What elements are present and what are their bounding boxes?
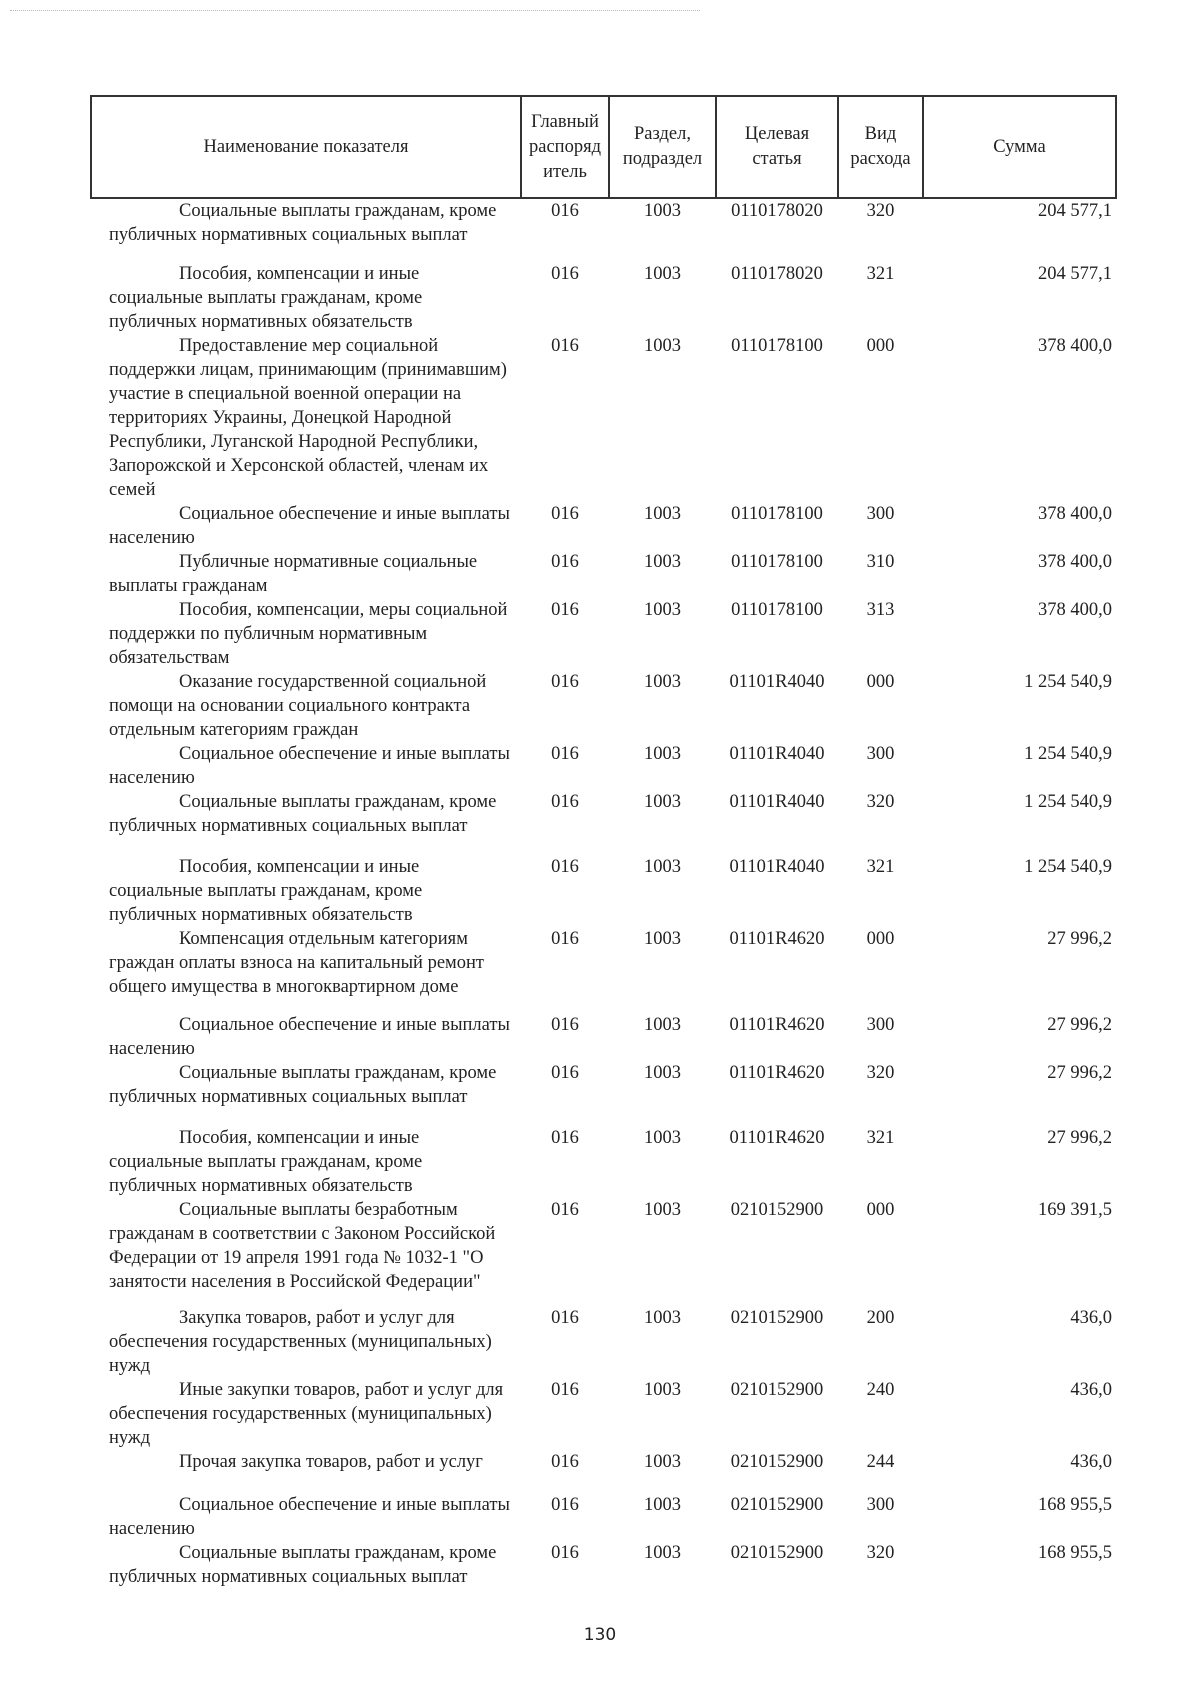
row-sum: 378 400,0 [1038, 336, 1112, 356]
row-name: Пособия, компенсации, меры социальной поддержки по публичным нормативным обязательствам [109, 600, 508, 668]
row-target: 01101R4040 [729, 792, 825, 812]
row-name: Социальное обеспечение и иные выплаты населению [109, 504, 510, 548]
table-row [91, 742, 1116, 790]
row-kind: 320 [866, 1543, 895, 1563]
header-chief: Главный распоряд итель [521, 96, 609, 198]
row-sum: 169 391,5 [1038, 1200, 1112, 1220]
row-name: Компенсация отдельным категориям граждан оплаты взноса на капитальный ремонт общего имущества в многоквартирном доме [109, 929, 484, 997]
table-row [91, 1126, 1116, 1198]
row-name: Оказание государственной социальной помощи на основании социального контракта отдельным категориям граждан [109, 672, 487, 740]
row-chief: 016 [551, 336, 579, 356]
row-name: Прочая закупка товаров, работ и услуг [179, 1452, 483, 1472]
row-sum: 27 996,2 [1047, 1063, 1112, 1083]
table-row [91, 927, 1116, 1013]
header-sum: Сумма [923, 96, 1116, 198]
row-kind: 313 [866, 600, 895, 620]
table-row [91, 502, 1116, 550]
row-sum: 1 254 540,9 [1024, 672, 1112, 692]
row-target: 01101R4040 [729, 672, 825, 692]
row-chief: 016 [551, 1128, 579, 1148]
row-target: 0210152900 [730, 1452, 824, 1472]
row-kind: 200 [866, 1308, 895, 1328]
row-target: 01101R4620 [729, 1128, 825, 1148]
table-header-row [91, 96, 1116, 198]
row-name: Закупка товаров, работ и услуг для обеспечения государственных (муниципальных) нужд [109, 1308, 492, 1376]
table-row [91, 550, 1116, 598]
row-target: 0110178100 [731, 336, 823, 356]
row-kind: 310 [866, 552, 895, 572]
row-kind: 320 [866, 792, 895, 812]
row-target: 0110178020 [731, 201, 823, 221]
table-row [91, 1493, 1116, 1541]
row-section: 1003 [644, 336, 681, 356]
table-row [91, 1013, 1116, 1061]
row-name: Социальные выплаты гражданам, кроме публичных нормативных социальных выплат [109, 1063, 497, 1107]
table-row [91, 790, 1116, 855]
row-sum: 378 400,0 [1038, 552, 1112, 572]
table-row [91, 262, 1116, 334]
row-kind: 321 [866, 1128, 895, 1148]
table-row [91, 670, 1116, 742]
row-section: 1003 [644, 1015, 681, 1035]
row-target: 01101R4620 [729, 1015, 825, 1035]
table-row [91, 1198, 1116, 1306]
row-target: 01101R4620 [729, 1063, 825, 1083]
row-chief: 016 [551, 1308, 579, 1328]
row-chief: 016 [551, 1015, 579, 1035]
budget-table [90, 95, 1117, 1605]
row-kind: 321 [866, 264, 895, 284]
row-sum: 378 400,0 [1038, 600, 1112, 620]
row-section: 1003 [644, 792, 681, 812]
table-row [91, 1541, 1116, 1605]
row-chief: 016 [551, 744, 579, 764]
row-sum: 436,0 [1070, 1380, 1112, 1400]
row-name: Публичные нормативные социальные выплаты гражданам [109, 552, 478, 596]
row-section: 1003 [644, 552, 681, 572]
row-chief: 016 [551, 792, 579, 812]
row-chief: 016 [551, 201, 579, 221]
row-chief: 016 [551, 264, 579, 284]
row-chief: 016 [551, 1452, 579, 1472]
table-row [91, 598, 1116, 670]
row-section: 1003 [644, 1308, 681, 1328]
row-kind: 000 [866, 929, 895, 949]
row-target: 0110178020 [731, 264, 823, 284]
row-name: Пособия, компенсации и иные социальные выплаты гражданам, кроме публичных нормативных обязательств [109, 1128, 423, 1196]
row-name: Социальные выплаты безработным гражданам в соответствии с Законом Российской Федерации от 19 апреля 1991 года № 1032-1 "О занятости населения в Российской Федерации" [109, 1200, 496, 1292]
row-sum: 204 577,1 [1038, 201, 1112, 221]
header-section: Раздел, подраздел [609, 96, 716, 198]
row-kind: 320 [866, 201, 895, 221]
table-row [91, 1061, 1116, 1126]
row-section: 1003 [644, 264, 681, 284]
row-name: Пособия, компенсации и иные социальные выплаты гражданам, кроме публичных нормативных обязательств [109, 264, 423, 332]
row-chief: 016 [551, 672, 579, 692]
row-name: Социальное обеспечение и иные выплаты населению [109, 744, 510, 788]
row-chief: 016 [551, 504, 579, 524]
row-section: 1003 [644, 504, 681, 524]
row-sum: 27 996,2 [1047, 1015, 1112, 1035]
row-name: Социальные выплаты гражданам, кроме публичных нормативных социальных выплат [109, 792, 497, 836]
row-target: 0210152900 [730, 1495, 824, 1515]
row-section: 1003 [644, 1200, 681, 1220]
row-kind: 000 [866, 336, 895, 356]
row-chief: 016 [551, 600, 579, 620]
table-row [91, 1306, 1116, 1378]
row-target: 0210152900 [730, 1308, 824, 1328]
row-sum: 1 254 540,9 [1024, 792, 1112, 812]
row-sum: 1 254 540,9 [1024, 744, 1112, 764]
row-target: 01101R4040 [729, 744, 825, 764]
row-kind: 300 [866, 1495, 895, 1515]
row-section: 1003 [644, 600, 681, 620]
row-target: 0110178100 [731, 600, 823, 620]
row-chief: 016 [551, 1200, 579, 1220]
row-sum: 168 955,5 [1038, 1495, 1112, 1515]
row-sum: 436,0 [1070, 1308, 1112, 1328]
row-section: 1003 [644, 1380, 681, 1400]
row-sum: 378 400,0 [1038, 504, 1112, 524]
row-name: Социальные выплаты гражданам, кроме публичных нормативных социальных выплат [109, 201, 497, 245]
page-number: 130 [583, 1625, 617, 1645]
row-sum: 204 577,1 [1038, 264, 1112, 284]
row-chief: 016 [551, 552, 579, 572]
row-kind: 300 [866, 1015, 895, 1035]
row-chief: 016 [551, 1543, 579, 1563]
table-row [91, 1450, 1116, 1493]
row-name: Пособия, компенсации и иные социальные выплаты гражданам, кроме публичных нормативных обязательств [109, 857, 423, 925]
row-section: 1003 [644, 1543, 681, 1563]
row-kind: 321 [866, 857, 895, 877]
row-section: 1003 [644, 929, 681, 949]
row-sum: 27 996,2 [1047, 929, 1112, 949]
row-name: Социальное обеспечение и иные выплаты населению [109, 1495, 510, 1539]
row-target: 0210152900 [730, 1543, 824, 1563]
row-section: 1003 [644, 857, 681, 877]
row-kind: 240 [866, 1380, 895, 1400]
row-sum: 168 955,5 [1038, 1543, 1112, 1563]
row-chief: 016 [551, 1063, 579, 1083]
row-target: 01101R4620 [729, 929, 825, 949]
row-kind: 000 [866, 672, 895, 692]
row-sum: 436,0 [1070, 1452, 1112, 1472]
header-name: Наименование показателя [91, 96, 521, 198]
row-section: 1003 [644, 1128, 681, 1148]
table-row [91, 855, 1116, 927]
row-target: 01101R4040 [729, 857, 825, 877]
row-kind: 300 [866, 504, 895, 524]
row-chief: 016 [551, 1380, 579, 1400]
row-sum: 27 996,2 [1047, 1128, 1112, 1148]
row-target: 0210152900 [730, 1200, 824, 1220]
row-kind: 320 [866, 1063, 895, 1083]
row-sum: 1 254 540,9 [1024, 857, 1112, 877]
row-section: 1003 [644, 672, 681, 692]
table-row [91, 198, 1116, 262]
row-kind: 000 [866, 1200, 895, 1220]
row-section: 1003 [644, 1452, 681, 1472]
header-target: Целевая статья [716, 96, 838, 198]
row-name: Предоставление мер социальной поддержки лицам, принимающим (принимавшим) участие в специальной военной операции на территориях Украины, Донецкой Народной Республики, Луганской Народной Республики, Запорожской и Херсонской областей, членам их семей [109, 336, 507, 500]
row-chief: 016 [551, 1495, 579, 1515]
row-section: 1003 [644, 1495, 681, 1515]
row-target: 0210152900 [730, 1380, 824, 1400]
row-section: 1003 [644, 744, 681, 764]
row-target: 0110178100 [731, 552, 823, 572]
scan-edge-line [10, 10, 700, 11]
table-row [91, 1378, 1116, 1450]
row-section: 1003 [644, 1063, 681, 1083]
row-section: 1003 [644, 201, 681, 221]
row-name: Социальное обеспечение и иные выплаты населению [109, 1015, 510, 1059]
row-chief: 016 [551, 857, 579, 877]
table-row [91, 334, 1116, 502]
row-name: Иные закупки товаров, работ и услуг для обеспечения государственных (муниципальных) нужд [109, 1380, 504, 1448]
row-target: 0110178100 [731, 504, 823, 524]
row-chief: 016 [551, 929, 579, 949]
row-kind: 300 [866, 744, 895, 764]
row-kind: 244 [866, 1452, 895, 1472]
header-kind: Вид расхода [838, 96, 923, 198]
row-name: Социальные выплаты гражданам, кроме публичных нормативных социальных выплат [109, 1543, 497, 1587]
